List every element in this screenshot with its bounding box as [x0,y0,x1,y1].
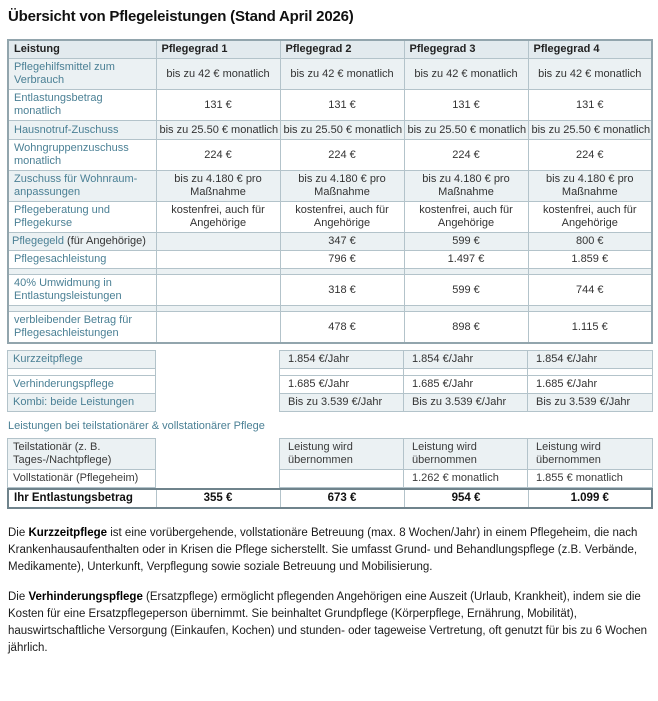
table-row [8,251,652,269]
value-cell: Leistung wird übernommen [404,439,528,470]
table-row [8,439,156,470]
value-cell: 131 € [404,90,528,121]
table-row [8,376,156,394]
page-title: Übersicht von Pflegeleistungen (Stand April 2026) [8,8,354,25]
table-row [8,202,652,233]
value-cell: 478 € [280,312,404,344]
value-cell: 800 € [528,233,652,251]
table-row [8,394,156,412]
table-row [8,121,652,140]
value-cell: Bis zu 3.539 €/Jahr [280,394,404,412]
value-cell: bis zu 25.50 € monatlich [156,121,280,140]
kurzzeitpflege-note [8,525,652,576]
value-cell: bis zu 25.50 € monatlich [528,121,652,140]
value-cell: 898 € [404,312,528,344]
value-cell: bis zu 4.180 € pro Maßnahme [280,171,404,202]
note-text: (Ersatzpflege) ermöglicht pflegenden Angehörigen eine Auszeit (Urlaub, Krankheit), indem sie die Kosten für eine Ersatzpflegeperson übernimmt. Sie beinhaltet Grundpflege (Körperpflege, Ernährung, Mobilität), hauswirtschaftliche Versorgung (Einkaufen, Kochen) und stunden- oder tageweise Vertretung, oft genutzt für bis zu 6 Wochen jährlich. [8,591,648,654]
value-cell: 1.855 € monatlich [528,470,653,488]
row-label-cell: Verhinderungspflege [8,376,156,394]
table-row [280,470,653,488]
table-row [8,90,652,121]
value-cell: 1.859 € [528,251,652,269]
value-cell: 131 € [156,90,280,121]
value-cell: 1.854 €/Jahr [280,351,404,369]
value-cell: 1.854 €/Jahr [404,351,528,369]
separator-cell [528,369,653,376]
value-cell [156,275,280,306]
row-label: Pflegegeld [12,235,64,247]
row-label-cell: Teilstationär (z. B. Tages-/Nachtpflege) [8,439,156,470]
total-value-cell: 1.099 € [528,489,652,508]
table-header-row [8,40,652,59]
value-cell: 1.497 € [404,251,528,269]
value-cell: Bis zu 3.539 €/Jahr [404,394,528,412]
value-cell: 224 € [156,140,280,171]
value-cell: 347 € [280,233,404,251]
table-row [280,394,653,412]
row-label-cell: Pflegeberatung und Pflegekurse [8,202,156,233]
value-cell: 1.685 €/Jahr [528,376,653,394]
row-label-cell: verbleibender Betrag für Pflegesachleistungen [8,312,156,344]
row-label-suffix: (für Angehörige) [64,235,146,247]
value-cell: 224 € [280,140,404,171]
table-row [8,351,156,369]
value-cell: bis zu 42 € monatlich [156,59,280,90]
table-row [8,275,652,306]
row-label-cell: Hausnotruf-Zuschuss [8,121,156,140]
stationary-labels-table [7,438,156,488]
header-cell-leistung: Leistung [8,40,156,59]
total-value-cell: 954 € [404,489,528,508]
note-text: ist eine vorübergehende, vollstationäre Betreuung (max. 8 Wochen/Jahr) in einem Pflegeheim, die nach Krankenhausaufenthalten oder in Krisen die Pflege sicherstellt. Sie umfasst Grund- und Behandlungspflege (z.B. Verbände, Medikamente), Unterkunft, Verpflegung sowie soziale Betreuung und Mobilisierung. [8,527,638,573]
value-cell: bis zu 42 € monatlich [528,59,652,90]
value-cell: bis zu 42 € monatlich [280,59,404,90]
total-row [8,489,652,508]
header-cell-pflegegrad-1: Pflegegrad 1 [156,40,280,59]
note-term: Kurzzeitpflege [28,527,108,539]
table-row [280,376,653,394]
row-label-cell: 40% Umwidmung in Entlastungsleistungen [8,275,156,306]
stationary-values-table [279,438,653,488]
value-cell: 744 € [528,275,652,306]
value-cell: 224 € [404,140,528,171]
value-cell: bis zu 25.50 € monatlich [404,121,528,140]
separator-row [280,369,653,376]
row-label-cell [8,233,156,251]
header-cell-pflegegrad-3: Pflegegrad 3 [404,40,528,59]
value-cell: Leistung wird übernommen [280,439,404,470]
value-cell: kostenfrei, auch für Angehörige [404,202,528,233]
value-cell: 318 € [280,275,404,306]
row-label-cell: Entlastungsbetrag monatlich [8,90,156,121]
table-row [8,140,652,171]
value-cell: bis zu 4.180 € pro Maßnahme [156,171,280,202]
value-cell: bis zu 4.180 € pro Maßnahme [528,171,652,202]
note-term: Verhinderungspflege [28,591,143,603]
table-row [8,470,156,488]
value-cell [156,251,280,269]
stationary-care-heading: Leistungen bei teilstationärer & vollstationärer Pflege [8,420,265,432]
table-row [280,351,653,369]
separator-cell [280,369,404,376]
value-cell: bis zu 25.50 € monatlich [280,121,404,140]
stationary-care-section [7,438,651,488]
note-prefix: Die [8,591,29,603]
value-cell: kostenfrei, auch für Angehörige [528,202,652,233]
value-cell: kostenfrei, auch für Angehörige [156,202,280,233]
total-label-cell: Ihr Entlastungsbetrag [8,489,156,508]
row-label-cell: Kombi: beide Leistungen [8,394,156,412]
verhinderungspflege-note [8,589,652,657]
table-row [8,233,652,251]
table-row [8,312,652,344]
row-label-cell: Kurzzeitpflege [8,351,156,369]
table-row [8,59,652,90]
value-cell [280,470,404,488]
value-cell: 1.685 €/Jahr [404,376,528,394]
value-cell: 599 € [404,233,528,251]
value-cell: kostenfrei, auch für Angehörige [280,202,404,233]
relief-amount-total-table [7,488,653,509]
respite-values-table [279,350,653,412]
separator-row [8,369,156,376]
value-cell: 224 € [528,140,652,171]
value-cell: bis zu 4.180 € pro Maßnahme [404,171,528,202]
respite-care-section [7,350,651,412]
value-cell: 599 € [404,275,528,306]
row-label-cell: Pflegesachleistung [8,251,156,269]
value-cell [156,312,280,344]
value-cell: Bis zu 3.539 €/Jahr [528,394,653,412]
row-label-cell: Vollstationär (Pflegeheim) [8,470,156,488]
total-value-cell: 673 € [280,489,404,508]
value-cell: Leistung wird übernommen [528,439,653,470]
separator-cell [8,369,156,376]
row-label-cell: Wohngruppenzuschuss monatlich [8,140,156,171]
care-benefits-table [7,39,653,344]
respite-labels-table [7,350,156,412]
value-cell: bis zu 42 € monatlich [404,59,528,90]
separator-cell [404,369,528,376]
value-cell: 131 € [280,90,404,121]
value-cell: 1.685 €/Jahr [280,376,404,394]
value-cell: 796 € [280,251,404,269]
table-row [280,439,653,470]
header-cell-pflegegrad-4: Pflegegrad 4 [528,40,652,59]
total-value-cell: 355 € [156,489,280,508]
table-row [8,171,652,202]
value-cell: 1.854 €/Jahr [528,351,653,369]
value-cell: 1.262 € monatlich [404,470,528,488]
header-cell-pflegegrad-2: Pflegegrad 2 [280,40,404,59]
value-cell: 131 € [528,90,652,121]
value-cell: 1.115 € [528,312,652,344]
row-label-cell: Zuschuss für Wohnraum-anpassungen [8,171,156,202]
row-label-cell: Pflegehilfsmittel zum Verbrauch [8,59,156,90]
note-prefix: Die [8,527,29,539]
value-cell [156,233,280,251]
